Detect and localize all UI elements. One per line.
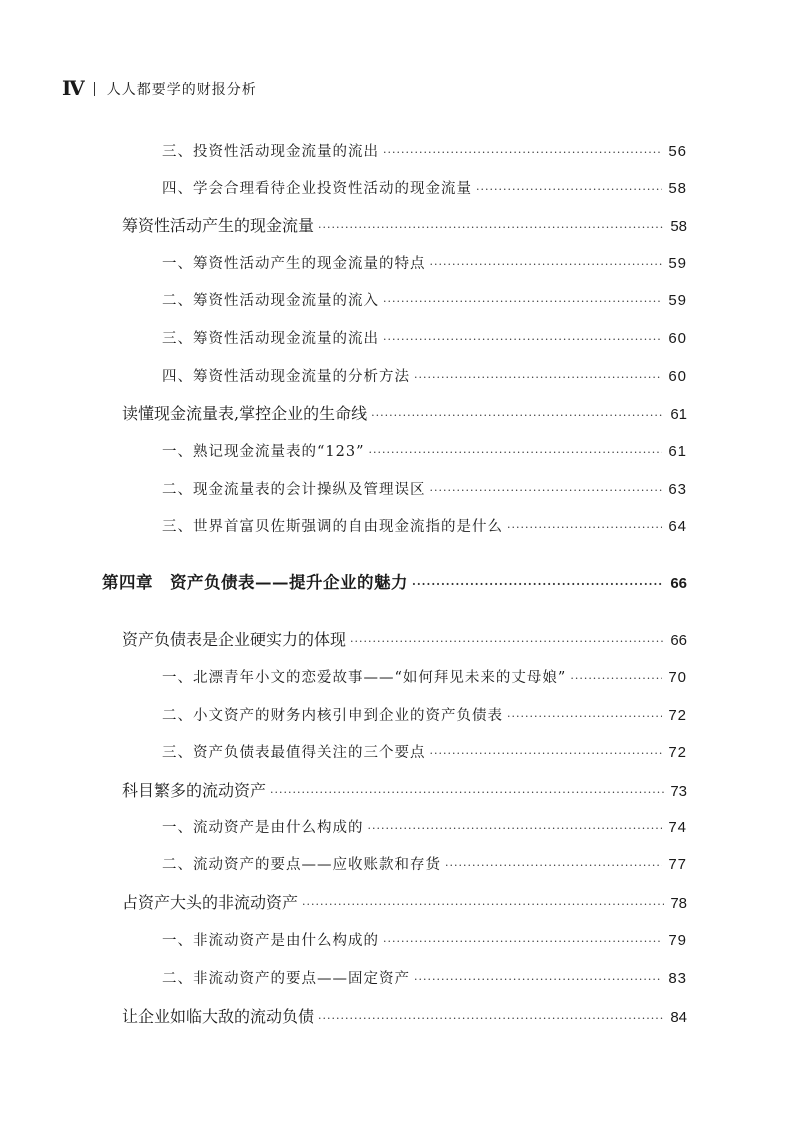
toc-section[interactable] (122, 402, 687, 426)
dot-leader (350, 630, 664, 654)
dot-leader (507, 516, 662, 540)
header-divider (94, 82, 95, 96)
dot-leader (383, 328, 662, 352)
dot-leader (414, 968, 662, 992)
toc-page-number: 59 (668, 292, 687, 309)
toc-entry[interactable] (162, 252, 687, 276)
toc-entry-title: 四、学会合理看待企业投资性活动的现金流量 (162, 181, 472, 197)
toc-page-number: 84 (670, 1009, 687, 1026)
toc-entry[interactable] (162, 440, 687, 464)
toc-page-number: 56 (668, 143, 687, 160)
toc-section-title: 筹资性活动产生的现金流量 (122, 216, 315, 235)
toc-entry[interactable] (162, 177, 687, 201)
dot-leader (270, 781, 664, 805)
toc-chapter-title: 第四章 资产负债表——提升企业的魅力 (102, 573, 408, 592)
toc-page-number: 73 (670, 783, 687, 800)
toc-entry-title: 二、筹资性活动现金流量的流入 (162, 293, 379, 309)
toc-entry[interactable] (162, 967, 687, 991)
toc-page-number: 60 (668, 368, 687, 385)
toc-page-number: 63 (668, 481, 687, 498)
toc-chapter[interactable] (102, 571, 687, 595)
toc-page-number: 79 (668, 932, 687, 949)
toc-page-number: 72 (668, 707, 687, 724)
toc-page-number: 60 (668, 330, 687, 347)
toc-entry-title: 一、北漂青年小文的恋爱故事——“如何拜见未来的丈母娘” (162, 670, 567, 686)
toc-page-number: 70 (668, 669, 687, 686)
dot-leader (368, 817, 663, 841)
toc-section-title: 读懂现金流量表,掌控企业的生命线 (122, 404, 368, 423)
toc-page-number: 66 (670, 632, 687, 649)
dot-leader (507, 705, 662, 729)
toc-entry-title: 三、筹资性活动现金流量的流出 (162, 331, 379, 347)
dot-leader (412, 573, 664, 597)
toc-section[interactable] (122, 1005, 687, 1029)
toc-entry[interactable] (162, 929, 687, 953)
toc-entry-title: 二、流动资产的要点——应收账款和存货 (162, 857, 441, 873)
toc-page-number: 72 (668, 744, 687, 761)
dot-leader (318, 216, 664, 240)
toc-section[interactable] (122, 891, 687, 915)
toc-entry[interactable] (162, 704, 687, 728)
toc-page-number: 83 (668, 970, 687, 987)
running-header (62, 76, 257, 101)
book-title: 人人都要学的财报分析 (106, 81, 257, 98)
toc-entry-title: 二、非流动资产的要点——固定资产 (162, 971, 410, 987)
dot-leader (445, 854, 662, 878)
toc-entry[interactable] (162, 327, 687, 351)
toc-entry-title: 一、筹资性活动产生的现金流量的特点 (162, 256, 426, 272)
dot-leader (570, 667, 662, 691)
toc-entry[interactable] (162, 478, 687, 502)
toc-page-number: 74 (668, 819, 687, 836)
dot-leader (318, 1007, 664, 1031)
toc-page-number: 77 (668, 856, 687, 873)
toc-page-number: 66 (670, 575, 687, 592)
toc-entry-title: 一、非流动资产是由什么构成的 (162, 933, 379, 949)
dot-leader (371, 404, 664, 428)
toc-entry-title: 二、现金流量表的会计操纵及管理误区 (162, 482, 426, 498)
toc-page-number: 61 (670, 406, 687, 423)
toc-entry[interactable] (162, 666, 687, 690)
toc-entry[interactable] (162, 140, 687, 164)
toc-entry[interactable] (162, 816, 687, 840)
toc-section-title: 让企业如临大敌的流动负债 (122, 1007, 315, 1026)
dot-leader (302, 893, 664, 917)
toc-page-number: 59 (668, 255, 687, 272)
toc-entry[interactable] (162, 365, 687, 389)
dot-leader (430, 742, 663, 766)
dot-leader (369, 441, 663, 465)
toc-section[interactable] (122, 628, 687, 652)
toc-section-title: 资产负债表是企业硬实力的体现 (122, 630, 347, 649)
toc-entry[interactable] (162, 853, 687, 877)
toc-page-number: 58 (668, 180, 687, 197)
toc-section-title: 科目繁多的流动资产 (122, 781, 267, 800)
toc-entry[interactable] (162, 741, 687, 765)
toc-section-title: 占资产大头的非流动资产 (122, 893, 299, 912)
toc-page-number: 58 (670, 218, 687, 235)
toc-entry[interactable] (162, 289, 687, 313)
part-numeral: Ⅳ (62, 78, 84, 100)
toc-entry-title: 三、世界首富贝佐斯强调的自由现金流指的是什么 (162, 519, 503, 535)
dot-leader (476, 178, 662, 202)
dot-leader (414, 366, 662, 390)
dot-leader (383, 290, 662, 314)
toc-page-number: 61 (668, 443, 687, 460)
toc-entry-title: 二、小文资产的财务内核引申到企业的资产负债表 (162, 708, 503, 724)
dot-leader (430, 253, 663, 277)
dot-leader (383, 141, 662, 165)
toc-section[interactable] (122, 214, 687, 238)
toc-section[interactable] (122, 779, 687, 803)
toc-page-number: 78 (670, 895, 687, 912)
toc-entry-title: 三、资产负债表最值得关注的三个要点 (162, 745, 426, 761)
dot-leader (430, 479, 663, 503)
toc-entry[interactable] (162, 515, 687, 539)
toc-entry-title: 四、筹资性活动现金流量的分析方法 (162, 369, 410, 385)
toc-entry-title: 一、熟记现金流量表的“123” (162, 444, 365, 460)
toc-entry-title: 一、流动资产是由什么构成的 (162, 820, 364, 836)
toc-page-number: 64 (668, 518, 687, 535)
toc-entry-title: 三、投资性活动现金流量的流出 (162, 144, 379, 160)
dot-leader (383, 930, 662, 954)
